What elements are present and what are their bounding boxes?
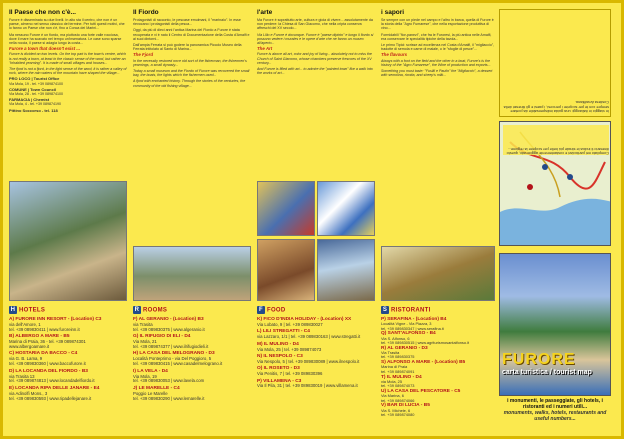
rotated-text-mid: Compilato nei particolari e costantemente aggiornato, questo itinerario ti indica le strade più belle per scoprire la regione... — [503, 125, 609, 155]
fiordo-p3: Dall'ampia Ferrata si può godere la panoramica Piccolo Museo della Ferrata intitolato al Santo di Marina... — [133, 43, 242, 52]
arte-column — [257, 9, 375, 177]
fjord-photo — [9, 181, 127, 301]
list-item: F) AL GERANIO - (Location) B3 via Trasita tel. +39 089830375 | www.algeranio.it — [133, 317, 205, 332]
list-item: P) VILLAMENA - C3 Via Il Pila, 31 | tel. +39 089830019 | www.villamena.it — [257, 378, 358, 389]
emergency-number: Pittino Soccorso - tel. 118 — [9, 107, 58, 113]
rooms-header: R ROOMS — [134, 307, 168, 314]
list-item: G) IL RIFUGIO DI ELI - D4 Via Mola, 21 tel. +39 089874377 | www.ilrifugiodieli.it — [133, 334, 209, 350]
sapori-en-title: The flavours — [381, 52, 408, 58]
list-item: S) ALFONSO A MARE - (Location) B5 Marina di Praia tel. +39 089874091 — [381, 360, 466, 374]
pro-loco-address: Via Mola, 19 - tel. +39 089874100 — [9, 81, 63, 86]
list-item: H) LA CASA DEL MELOGRANO - D3 Località Ponteprimo - via Del Poggioro, 5 tel. +39 089830415 | www.casadelmelograno.it — [133, 351, 223, 367]
bed-icon: R — [134, 307, 140, 313]
plate-icon: S — [382, 307, 388, 313]
list-item: O) IL ROSETO - D3 Via Penitis, 7 | tel. +39 089830396 — [257, 366, 323, 377]
sapori-p3: Le primo Tipici: scrisse ad eccellenza nel Costa d'Amalfi, il "migliaccio", tradotte di semola e carne di maiale, o le "sfoglie di pesce"... — [381, 43, 495, 52]
sapori-column — [381, 9, 495, 241]
rotated-text-top: In viaggio in italiaoggi: una guida indispensabile da portare sempre con te per scoprire i percorsi, i paesi e gli itinerari della Costiera Amalfitana. — [503, 100, 609, 113]
list-item: A) FURORE INN RESORT - (Location) C3 via dell'Amore, 1 tel. +39 089830411 | www.furoreinn.it — [9, 317, 102, 332]
list-item: K) FICO D'INDIA HOLIDAY - (Location) XX Via Lobato, 9 | tel. +39 089830027 — [257, 317, 352, 327]
list-item: C) HOSTARIA DA BACCO - C4 via G. B. Lama, 9 tel. +39 089830360 | www.baccofurore.it — [9, 351, 86, 367]
pro-loco-label: PRO LOCO | Tourist Office — [9, 76, 60, 82]
food-header: F FOOD — [257, 306, 286, 316]
list-item: B) ALBERGO A MARE - B5 Marina di Praia, 36 - tel. +39 089874301 www.albergoamare.it — [9, 334, 86, 350]
farmacia-label: FARMACIA | Chemist — [9, 97, 50, 103]
coast-photo — [317, 239, 375, 301]
list-item: J) LE MARELLE - C4 Poggio Le Marelle tel. +39 089830290 | www.lemarelle.it — [133, 385, 205, 401]
list-item: U) LA CASA DEL PESCATORE - C5 Via Marina, 6 tel. +39 089874066 — [381, 388, 461, 403]
sapori-p5: Something you must taste: "Fusilli e Paulin" the "Migliaccio", a dessert with semolina, ricotta, and sheep's milk... — [381, 69, 493, 78]
intro-p4: Furore is divided on two levels. On the top part is the town's centre, which is not really a town, at least in the classic sense of the word, but rather an "inhabited yearning". It is made of small villages and houses... — [9, 52, 127, 65]
intro-title: Il Paese che non c'è... — [9, 9, 76, 16]
sapori-p4: Always with a foot on the field and the other in a boat, Furore's is the history of the "Agro Fumarese", the Wine of production and exports... — [381, 58, 491, 67]
fiordo-p1: Protagonisti di racconto, le pescase emulmani, il "marinaio". In esse rievocano i protagonisti della pesca... — [133, 18, 241, 27]
list-item: Q) SANT'ALFONSO - B4 Via S. Alfonso, 6 tel. +39 089830515 | www.agriturismosantalfonso.it — [381, 331, 470, 345]
cover-tagline — [499, 396, 611, 436]
list-item: I) LA VELA - D4 Via Mola, 19 tel. +39 089830053 | www.lavela.com — [133, 368, 205, 384]
food-photo — [381, 246, 495, 301]
fiordo-p2: Oggi, da più di dieci anni l'antica Marina del Fiordo a Furore è stata recuperata e vi è nato il Centro di Documentazione della Costa d'Amalfi e ai suoi dintorni... — [133, 28, 250, 41]
list-item: E) LOCANDA RIPA DELLE JANARE - E4 via Adinolfi Mons., 3 tel. +39 089830593 | www.ripadellejanare.it — [9, 385, 100, 401]
arte-p4: And Furore is filled with art... to admire the "painted town" like a walk into the works of art... — [257, 67, 373, 76]
hotels-header: H HOTELS — [10, 307, 46, 314]
list-item: L) LILI STREGATTI - C4 via Lazzaro, 1/1 | tel. +39 089830163 | www.stregatti.it — [257, 329, 361, 340]
sapori-p2: Formidabili "fior-panezi", che fra le Furoresi, la più antica nelle Amalfi, era conservare le specialità tipiche della tavola... — [381, 32, 492, 41]
farmacia-address: Via Mola, 4 - tel. +39 089874190 — [9, 102, 61, 107]
hotels-list — [9, 318, 127, 404]
services-header: S RISTORANTI — [382, 307, 431, 314]
fiordo-p5: Today a small museum and the Fiordo of Furore was recovered the small bay, the boats, the lights which the fishermen used... — [133, 69, 250, 78]
arte-en-title: The Art — [257, 46, 273, 52]
cover-subtitle: carta turistica / tourist map — [502, 369, 592, 376]
rooms-list — [133, 318, 251, 404]
intro-en-title: Furore a town that doesn't exist ... — [9, 46, 81, 52]
intro-p2: Ma nessuno Furore è un fiordo, ma piuttosto una forte valle rocciosa, dove il mare ha scavato nel tempo un'insenatura. Le case sono sparse nella roccia, il paese si adagia lungo la costa... — [9, 32, 122, 46]
comune-label: COMUNE | Town Council — [9, 86, 57, 92]
fiordo-en-title: The Fjord — [133, 52, 154, 58]
hotel-icon: H — [10, 307, 16, 313]
list-item: N) IL NESPOLO - C3 Via Nespolo, 5 | tel. +39 089830089 | www.ilnespolo.it — [257, 353, 360, 364]
list-item: D) LA LOCANDA DEL FIORDO - B3 via Trasita 13 tel. +39 089874813 | www.locandadelfiordo.it — [9, 368, 95, 384]
arte-p3: Furore is above all art, color and joy of living... absolutely not to miss the Church of Saint Giacomo, whose chambers preserve frescoes of the XV century... — [257, 52, 372, 65]
intro-p5: The fjord is not a fjord, in the light sense of the word, it is rather a valley of rock, where the rain waters of the mountain have shaped the village... — [9, 67, 127, 76]
list-item: R) AL GERANIO - D3 Via Trasita tel. +39 089830375 — [381, 345, 428, 360]
list-item: V) BAR DI LUCIA - B5 Via S. Michele, 6 tel. +39 089874080 — [381, 403, 430, 417]
arte-title: l'arte — [257, 9, 273, 16]
arte-p2: Via Lillo e Furore è dovunque. Furore è "paese dipinto" e lungo il fiordo si possono vedere i murales e le opere d'arte che ne fanno un museo all'aperto... — [257, 32, 374, 46]
cover-tagline-it: i monumenti, le passeggiate, gli hotels, i ristoranti ed i numeri utili... — [507, 398, 603, 410]
fiordo-p6: A fjord with enchanted history. Through the stories of the centuries, the community of the old fishing village... — [133, 79, 246, 88]
list-item: P) SERAFINA - (Location) B4 Località Vigne - Via Piazza, 3 tel. +39 089830347 | www.serafina.it — [381, 317, 447, 331]
comune-address: Via Mola, 28 - tel. +39 089874100 — [9, 92, 63, 97]
fiordo-title: Il Fiordo — [133, 9, 159, 16]
arte-p1: Ma Furore è soprattutto arte, cultura e gioia di vivere... assolutamente da non perdere: la Chiesa di San Giacomo, che nella cripta conserva affreschi del XV secolo... — [257, 18, 373, 31]
food-list — [257, 318, 375, 392]
mini-map — [499, 121, 611, 246]
mural-photo — [257, 181, 315, 236]
fiordo-column — [133, 9, 251, 241]
list-item: M) IL MULINO - D4 Via Mola, 25 | tel. +39 089874073 — [257, 341, 322, 352]
sapori-p1: Se sempre con un piede nel campo e l'altro in barca, quella di Furore è la storia della "Agro Fumarese", che nella esportazione produttiva di vino... — [381, 18, 494, 31]
village-photo — [133, 246, 251, 301]
church-photo — [257, 239, 315, 301]
sapori-title: i sapori — [381, 9, 405, 16]
fiordo-p4: In the necessity restored once old sort of the fisherman, the fishermen's yearnings, a small dynasty... — [133, 58, 247, 67]
art-photo — [317, 181, 375, 236]
cover-tagline-en: monuments, walks, hotels, restaurants and useful numbers... — [503, 410, 607, 422]
fork-icon: F — [257, 306, 265, 314]
back-info-panel — [499, 9, 611, 117]
intro-column — [9, 9, 127, 177]
cover-title: FURORE — [502, 351, 576, 368]
list-item: T) IL MULINO - D4 via Mola, 25 tel. +39 089874073 — [381, 374, 422, 389]
services-list — [381, 318, 495, 419]
intro-p1: Furore è disseminato su due livelli. In alto sta il centro, che non è un paese, almeno nel senso classico del termine. Per tutti questi motivi, che lo fanno un Paese che non c'è, fino a Conca dei Marini... — [9, 18, 125, 31]
